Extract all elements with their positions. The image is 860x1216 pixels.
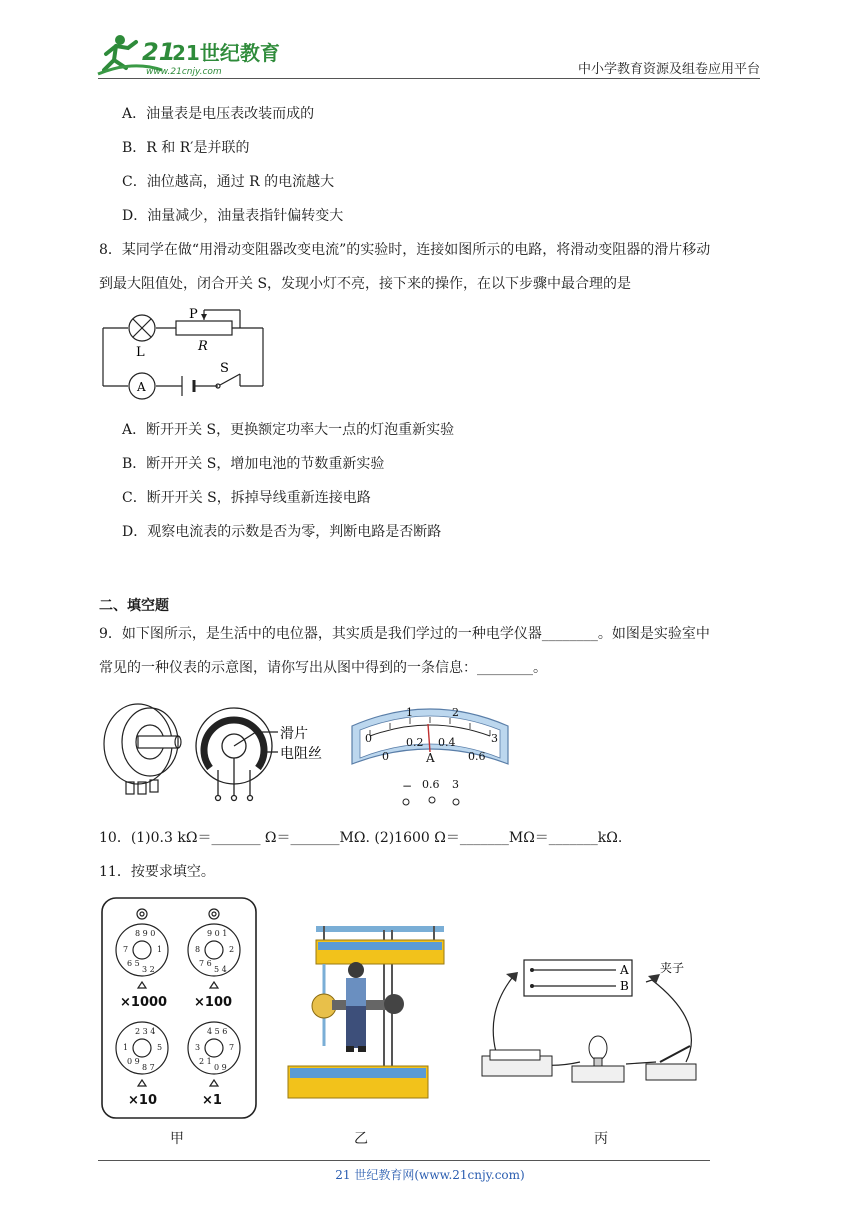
caption-bing: 丙 <box>594 1131 608 1147</box>
footer-rule <box>98 1160 710 1161</box>
svg-text:0 9: 0 9 <box>214 1063 227 1072</box>
potentiometer-front-view <box>190 706 340 806</box>
svg-text:2 1: 2 1 <box>199 1057 212 1066</box>
svg-text:3 2: 3 2 <box>142 965 155 974</box>
svg-text:9 0 1: 9 0 1 <box>207 929 228 938</box>
svg-text:5: 5 <box>157 1043 163 1052</box>
q8-option-c: C．断开开关 S，拆掉导线重新连接电路 <box>122 490 371 506</box>
scale-top-0: 0 <box>365 732 372 745</box>
q9-stem-line2: 常见的一种仪表的示意图，请你写出从图中得到的一条信息：________。 <box>99 660 547 676</box>
multiplier-1000: ×1000 <box>120 995 168 1010</box>
svg-text:0 9: 0 9 <box>127 1057 140 1066</box>
q8-circuit-diagram <box>100 304 270 396</box>
q7-option-b: B．R 和 R′是并联的 <box>122 140 250 156</box>
resistance-box <box>98 894 260 1122</box>
q11-stem: 11．按要求填空。 <box>99 864 215 880</box>
scale-top-1: 1 <box>406 706 413 719</box>
multiplier-10: ×10 <box>128 1093 157 1108</box>
scale-bottom-3: 0.6 <box>468 750 486 763</box>
logo <box>92 30 280 78</box>
switch-label: S <box>220 361 229 376</box>
q9-stem-line1: 9．如下图所示，是生活中的电位器，其实质是我们学过的一种电学仪器________。如图是实验室中 <box>99 626 710 642</box>
ammeter-label: A <box>137 380 146 394</box>
svg-text:www.21cnjy.com: www.21cnjy.com <box>146 67 222 77</box>
generator-scene <box>284 926 452 1122</box>
scale-bottom-2: 0.4 <box>438 736 456 749</box>
lamp-label: L <box>136 345 145 360</box>
potentiometer-side-view <box>98 700 188 804</box>
scale-top-3: 3 <box>491 732 498 745</box>
meter-symbol: A <box>426 751 435 765</box>
q7-option-a: A．油量表是电压表改装而成的 <box>122 106 315 122</box>
multiplier-1: ×1 <box>202 1093 222 1108</box>
svg-text:7: 7 <box>229 1043 235 1052</box>
svg-text:1: 1 <box>157 945 163 954</box>
wire-label-a: A <box>620 963 629 977</box>
ammeter-dial <box>348 694 512 812</box>
multiplier-100: ×100 <box>194 995 233 1010</box>
caption-yi: 乙 <box>354 1131 368 1147</box>
resistor-label: R <box>198 339 208 354</box>
svg-text:8 9 0: 8 9 0 <box>135 929 156 938</box>
caption-jia: 甲 <box>170 1131 184 1147</box>
clip-label: 夹子 <box>660 961 685 975</box>
svg-text:7: 7 <box>123 945 129 954</box>
q8-option-b: B．断开开关 S，增加电池的节数重新实验 <box>122 456 385 472</box>
svg-text:8 7: 8 7 <box>142 1063 155 1072</box>
svg-text:21: 21 <box>142 38 176 66</box>
svg-text:4 5 6: 4 5 6 <box>207 1027 228 1036</box>
scale-bottom-0: 0 <box>382 750 389 763</box>
header-rule <box>98 78 760 79</box>
wire-label-b: B <box>620 979 629 993</box>
svg-text:7 6: 7 6 <box>199 959 212 968</box>
slider-label: P <box>189 307 198 322</box>
page-header <box>0 0 860 82</box>
wire-text: 电阻丝 <box>280 746 322 762</box>
q8-stem-line1: 8．某同学在做“用滑动变阻器改变电流”的实验时，连接如图所示的电路，将滑动变阻器的滑片移动 <box>99 242 711 258</box>
terminal-06: 0.6 <box>422 778 440 791</box>
svg-text:21世纪教育: 21世纪教育 <box>172 41 280 65</box>
svg-text:8: 8 <box>195 945 201 954</box>
section-title: 二、填空题 <box>99 598 169 614</box>
svg-text:2 3 4: 2 3 4 <box>135 1027 156 1036</box>
svg-text:6 5: 6 5 <box>127 959 140 968</box>
q8-option-d: D．观察电流表的示数是否为零，判断电路是否断路 <box>122 524 442 540</box>
q10-stem: 10．(1)0.3 kΩ＝_______ Ω＝_______MΩ. (2)1600 Ω＝_______MΩ＝_______kΩ. <box>99 830 623 846</box>
svg-text:5 4: 5 4 <box>214 965 227 974</box>
platform-name: 中小学教育资源及组卷应用平台 <box>577 62 760 77</box>
terminal-minus: − <box>402 779 413 793</box>
svg-text:3: 3 <box>195 1043 201 1052</box>
q7-option-c: C．油位越高，通过 R 的电流越大 <box>122 174 335 190</box>
svg-text:2: 2 <box>229 945 235 954</box>
q7-option-d: D．油量减少，油量表指针偏转变大 <box>122 208 344 224</box>
slider-text: 滑片 <box>280 726 308 742</box>
scale-bottom-1: 0.2 <box>406 736 424 749</box>
conductor-circuit <box>476 952 716 1102</box>
footer-text: 21 世纪教育网(www.21cnjy.com) <box>335 1168 525 1182</box>
q8-option-a: A．断开开关 S，更换额定功率大一点的灯泡重新实验 <box>122 422 455 438</box>
q8-stem-line2: 到最大阻值处，闭合开关 S，发现小灯不亮，接下来的操作，在以下步骤中最合理的是 <box>99 276 632 292</box>
scale-top-2: 2 <box>452 706 459 719</box>
svg-text:1: 1 <box>123 1043 129 1052</box>
terminal-3: 3 <box>452 778 459 791</box>
